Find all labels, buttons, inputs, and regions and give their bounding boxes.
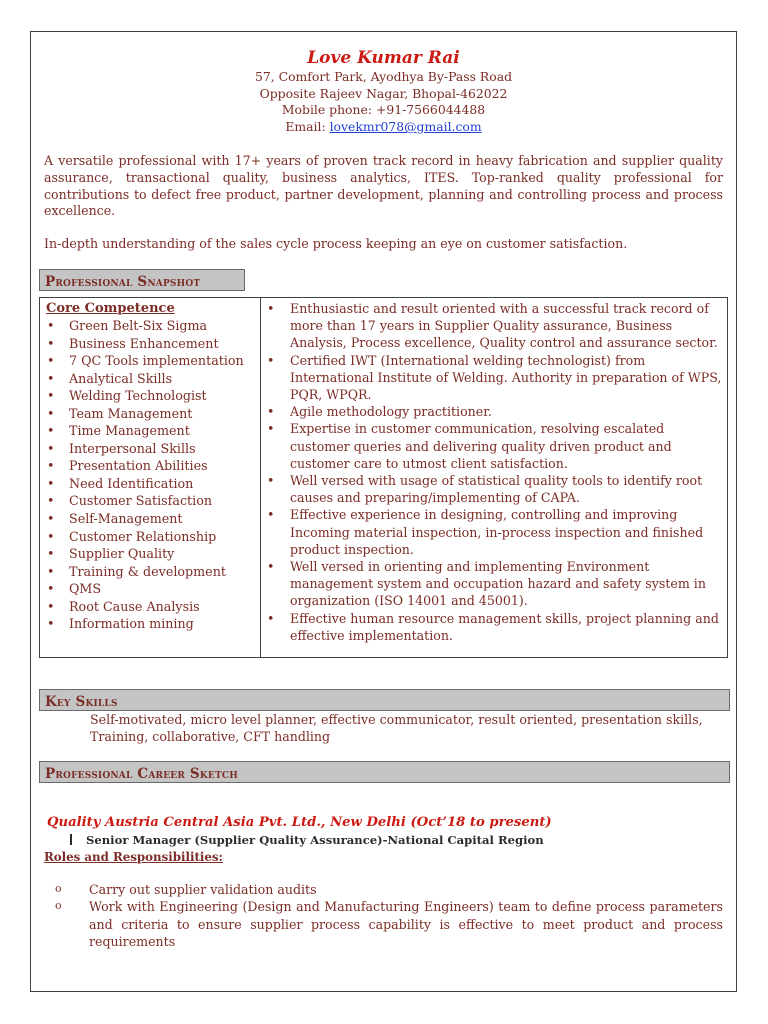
responsibility-item: o Carry out supplier validation audits [44, 881, 723, 898]
core-competence-item: • Presentation Abilities [46, 457, 258, 475]
core-competence-item: • Time Management [46, 422, 258, 440]
summary-paragraph: A versatile professional with 17+ years of proven track record in heavy fabrication and supplier quality assurance, transactional quality, business analytics, ITES. Top-ranked quality professional for contributions to defect free product, partner development, planning and controlling process and process excellence. [44, 153, 723, 219]
section-professional-career-sketch: Professional Career Sketch [39, 761, 730, 783]
achievement-item: • Certified IWT (International welding technologist) from International Institute of Welding. Authority in preparation of WPS, PQR, WPQR. [266, 352, 722, 404]
core-competence-item: • Team Management [46, 405, 258, 423]
mobile-phone: Mobile phone: +91-7566044488 [281, 102, 486, 118]
section-key-skills: Key Skills [39, 689, 730, 711]
key-skills-text: Self-motivated, micro level planner, effective communicator, result oriented, presentation skills, Training, collaborative, CFT handling [90, 712, 703, 744]
achievement-item: • Well versed with usage of statistical quality tools to identify root causes and preparing/implementing of CAPA. [266, 472, 722, 506]
candidate-name: Love Kumar Rai [307, 48, 460, 68]
core-competence-item: • Business Enhancement [46, 335, 258, 353]
core-competence-item: • Information mining [46, 615, 258, 633]
core-competence-item: • Customer Relationship [46, 528, 258, 546]
resume-page [30, 31, 737, 992]
snapshot-table [39, 297, 728, 658]
achievement-item: • Enthusiastic and result oriented with a successful track record of more than 17 years in Supplier Quality assurance, Business Analysis, Process excellence, Quality control and assurance sector. [266, 300, 722, 352]
core-competence-item: • Analytical Skills [46, 370, 258, 388]
core-competence-item: • Green Belt-Six Sigma [46, 317, 258, 335]
roles-heading: Roles and Responsibilities: [44, 850, 223, 864]
achievements-list [266, 300, 722, 644]
core-competence-item: • Supplier Quality [46, 545, 258, 563]
job-role-text: Senior Manager (Supplier Quality Assurance)-National Capital Region [86, 833, 544, 847]
core-competence-item: • Welding Technologist [46, 387, 258, 405]
achievement-item: • Effective human resource management skills, project planning and effective implementation. [266, 610, 722, 644]
responsibility-item: o Work with Engineering (Design and Manufacturing Engineers) team to define process parameters and criteria to ensure supplier process capability is effective to meet product and process requirements [44, 898, 723, 950]
address-line-1: 57, Comfort Park, Ayodhya By-Pass Road [254, 69, 513, 84]
achievement-item: • Well versed in orienting and implementing Environment management system and occupation hazard and safety system in organization (ISO 14001 and 45001). [266, 558, 722, 610]
core-competence-column [46, 300, 258, 633]
core-competence-item: • Interpersonal Skills [46, 440, 258, 458]
resume-header [31, 47, 736, 136]
address-line-2: Opposite Rajeev Nagar, Bhopal-462022 [259, 85, 508, 101]
email-link[interactable]: lovekmr078@gmail.com [329, 119, 482, 135]
email-label: Email: [285, 119, 330, 135]
core-competence-item: • Need Identification [46, 475, 258, 493]
email-row [31, 119, 736, 136]
job-role [70, 833, 544, 847]
table-divider [260, 298, 261, 657]
core-competence-list [46, 317, 258, 633]
achievement-item: • Expertise in customer communication, resolving escalated customer queries and delivering quality driven product and customer care to utmost client satisfaction. [266, 420, 722, 472]
achievements-column [266, 300, 722, 644]
core-competence-item: • 7 QC Tools implementation [46, 352, 258, 370]
core-competence-item: • Customer Satisfaction [46, 492, 258, 510]
core-competence-item: • Self-Management [46, 510, 258, 528]
core-competence-title: Core Competence [46, 301, 175, 316]
section-professional-snapshot: Professional Snapshot [39, 269, 245, 291]
role-bullet-bar [70, 834, 72, 845]
summary-paragraph-2: In-depth understanding of the sales cycle process keeping an eye on customer satisfaction. [44, 236, 628, 251]
achievement-item: • Agile methodology practitioner. [266, 403, 722, 420]
achievement-item: • Effective experience in designing, controlling and improving Incoming material inspection, in-process inspection and finished product inspection. [266, 506, 722, 558]
core-competence-item: • Training & development [46, 563, 258, 581]
core-competence-item: • QMS [46, 580, 258, 598]
responsibilities-list [44, 881, 723, 950]
core-competence-item: • Root Cause Analysis [46, 598, 258, 616]
company-heading: Quality Austria Central Asia Pvt. Ltd., New Delhi (Oct’18 to present) [47, 815, 552, 830]
